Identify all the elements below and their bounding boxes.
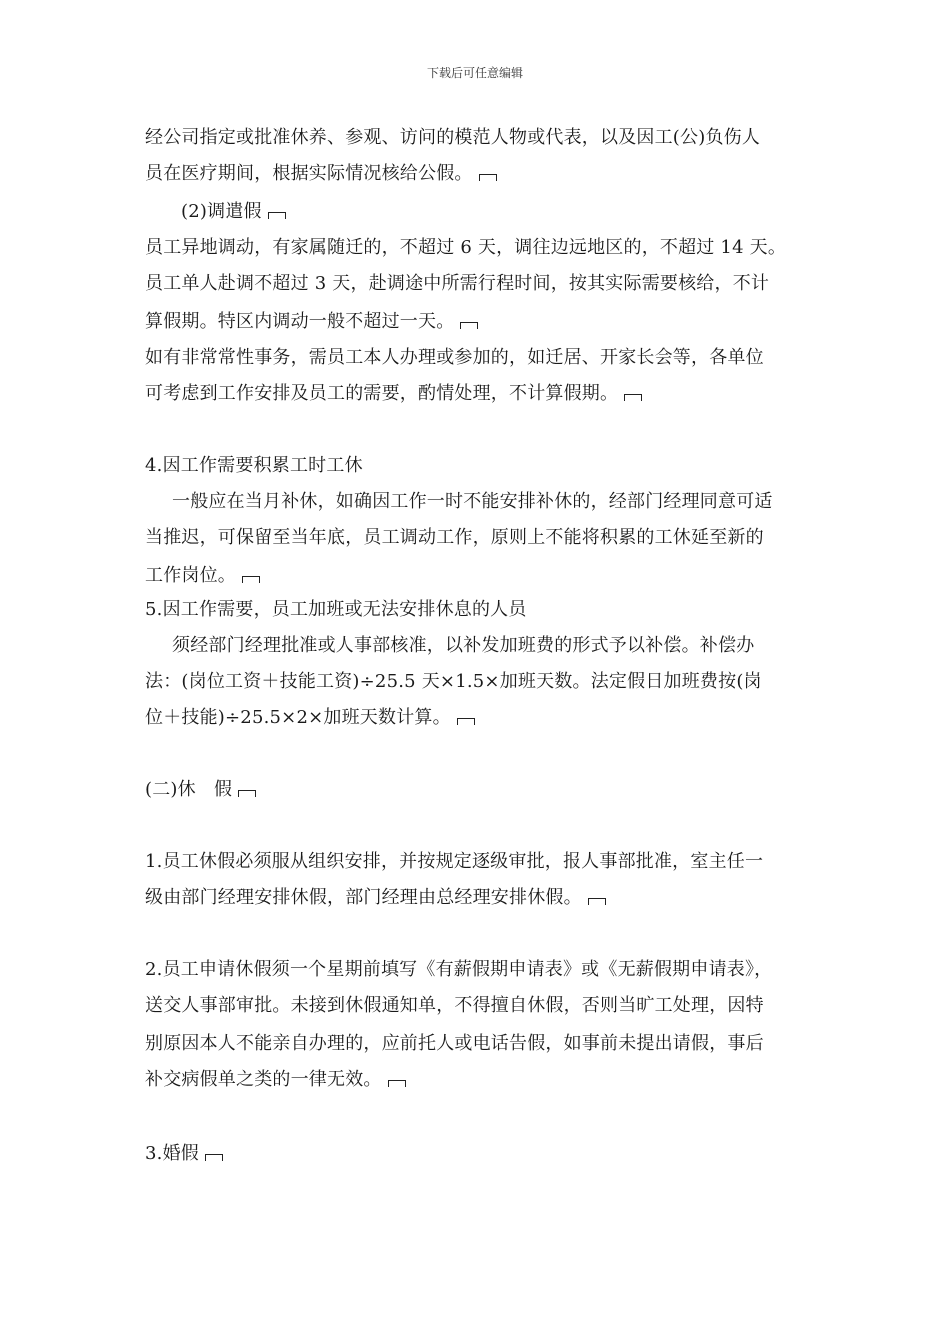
text-line: 补交病假单之类的一律无效。 <box>145 1068 406 1092</box>
text-line: 1.员工休假必须服从组织安排，并按规定逐级审批，报人事部批准，室主任一 <box>145 851 764 872</box>
paragraph-mark-icon <box>588 898 606 905</box>
text-line: 如有非常常性事务，需员工本人办理或参加的，如迁居、开家长会等，各单位 <box>145 347 764 368</box>
paragraph-mark-icon <box>242 576 260 583</box>
paragraph-mark-icon <box>624 394 642 401</box>
text-line: 员工异地调动，有家属随迁的，不超过 6 天，调往边远地区的，不超过 14 天。 <box>145 237 787 258</box>
text-line: 级由部门经理安排休假，部门经理由总经理安排休假。 <box>145 886 606 910</box>
text-line: 员在医疗期间，根据实际情况核给公假。 <box>145 162 497 186</box>
section-heading: 3.婚假 <box>145 1142 223 1166</box>
text-line: (2)调遣假 <box>181 200 286 224</box>
section-heading: (二)休 假 <box>145 778 256 802</box>
text-line: 工作岗位。 <box>145 564 260 588</box>
section-heading: 4.因工作需要积累工时工休 <box>145 455 363 476</box>
paragraph-mark-icon <box>238 790 256 797</box>
text-line: 当推迟，可保留至当年底，员工调动工作，原则上不能将积累的工休延至新的 <box>145 527 764 548</box>
paragraph-mark-icon <box>388 1080 406 1087</box>
paragraph-mark-icon <box>457 718 475 725</box>
text-line: 算假期。特区内调动一般不超过一天。 <box>145 310 478 334</box>
text-line: 送交人事部审批。未接到休假通知单，不得擅自休假，否则当旷工处理，因特 <box>145 995 764 1016</box>
paragraph-mark-icon <box>268 212 286 219</box>
section-heading: 5.因工作需要，员工加班或无法安排休息的人员 <box>145 599 527 620</box>
paragraph-mark-icon <box>479 174 497 181</box>
text-line: 一般应在当月补休，如确因工作一时不能安排补休的，经部门经理同意可适 <box>172 491 773 512</box>
text-line: 经公司指定或批准休养、参观、访问的模范人物或代表，以及因工(公)负伤人 <box>145 127 761 148</box>
text-line: 位＋技能)÷25.5×2×加班天数计算。 <box>145 706 475 730</box>
text-line: 员工单人赴调不超过 3 天，赴调途中所需行程时间，按其实际需要核给，不计 <box>145 273 770 294</box>
text-line: 可考虑到工作安排及员工的需要，酌情处理，不计算假期。 <box>145 382 642 406</box>
paragraph-mark-icon <box>460 322 478 329</box>
text-line: 法：(岗位工资＋技能工资)÷25.5 天×1.5×加班天数。法定假日加班费按(岗 <box>145 671 762 692</box>
page-header: 下载后可任意编辑 <box>426 66 523 80</box>
text-line: 别原因本人不能亲自办理的，应前托人或电话告假，如事前未提出请假，事后 <box>145 1033 764 1054</box>
text-line: 2.员工申请休假须一个星期前填写《有薪假期申请表》或《无薪假期申请表》， <box>145 959 773 980</box>
text-line: 须经部门经理批准或人事部核准，以补发加班费的形式予以补偿。补偿办 <box>172 635 755 656</box>
paragraph-mark-icon <box>205 1154 223 1161</box>
